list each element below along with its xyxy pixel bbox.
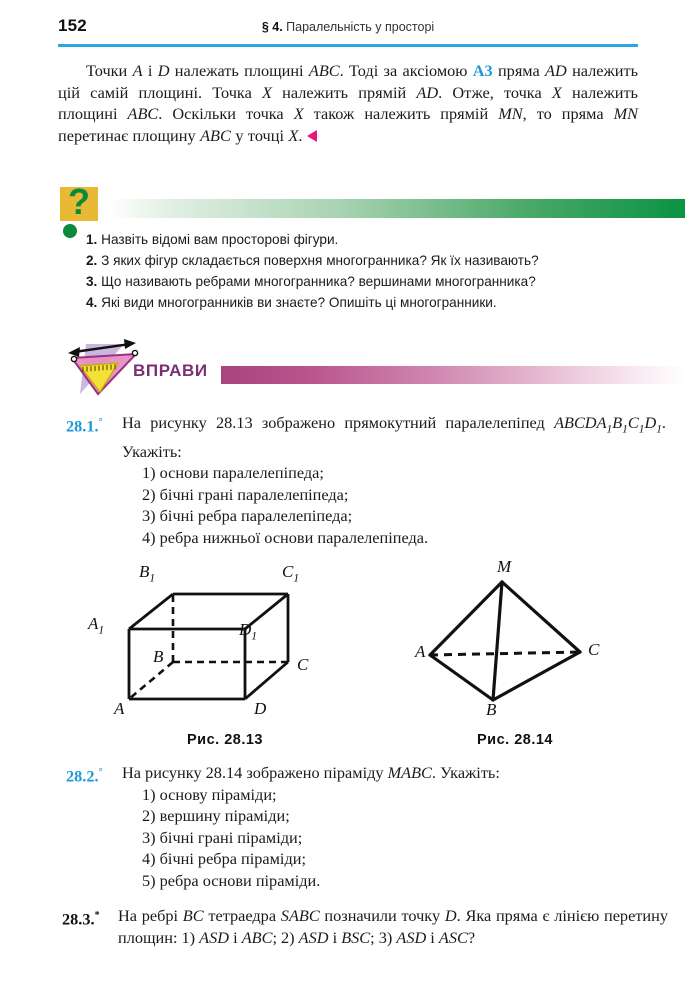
section-header xyxy=(58,20,638,34)
intro-text-9: належить площині xyxy=(58,82,638,123)
vertex-label-d1: $D_1$ xyxy=(239,620,258,643)
exercise-28-3 xyxy=(62,905,668,948)
list-item xyxy=(86,271,686,292)
vertex-label-b: B xyxy=(486,700,497,719)
vertex-label-b1: $B_1$ xyxy=(139,562,156,585)
math-plane-asd-1: ASD xyxy=(199,927,230,947)
list-item: 1) основу піраміди; xyxy=(142,784,277,804)
math-line-mn-1: MN xyxy=(498,104,523,123)
exercise-28-1 xyxy=(66,412,666,548)
exercise-number: 28.3.* xyxy=(62,909,100,929)
intro-text-7: належить прямій xyxy=(271,82,417,102)
exercise-lead-text xyxy=(122,762,666,784)
questions-bullet-dot-icon xyxy=(63,224,77,238)
list-item: 5) ребра основи піраміди. xyxy=(142,870,321,890)
exercise-number: 28.1.° xyxy=(66,416,103,436)
ex283-text-3: позначили точку xyxy=(319,906,445,925)
math-point-x-3: X xyxy=(293,104,304,123)
page-header xyxy=(58,16,638,46)
figure-caption-2814: Рис. 28.14 xyxy=(477,732,553,748)
math-point-x-2: X xyxy=(551,82,562,102)
intro-text-1: Точки xyxy=(86,61,133,80)
vertex-label-b: B xyxy=(153,647,164,666)
figure-caption-2813: Рис. 28.13 xyxy=(187,732,263,748)
ex283-text-2: тетраедра xyxy=(203,906,281,925)
ex283-text-1: На ребрі xyxy=(118,906,183,925)
intro-text-8: . Отже, точка xyxy=(438,82,552,102)
math-line-ad-1: AD xyxy=(545,61,567,80)
questions-gradient-bar xyxy=(108,199,685,218)
list-item: 1) основи паралелепіпеда; xyxy=(142,463,324,483)
questions-icon xyxy=(60,181,98,222)
vertex-label-a1: $A_1$ xyxy=(88,614,105,637)
section-title: Паралельність у просторі xyxy=(286,20,435,34)
page-number: 152 xyxy=(58,16,87,35)
math-plane-asd-3: ASD xyxy=(396,927,427,947)
intro-text-13: перетинає площину xyxy=(58,125,201,145)
intro-text-12: , то пряма xyxy=(522,104,614,123)
vertex-label-a: A xyxy=(415,642,426,661)
section-marker: § 4. xyxy=(261,20,283,34)
intro-text-5: пряма xyxy=(492,61,546,80)
math-var-a: A xyxy=(132,61,143,80)
question-text: Назвіть відомі вам просторові фігури. xyxy=(101,232,339,247)
math-plane-asc: ASC xyxy=(438,927,468,947)
intro-text-2: і xyxy=(142,61,158,80)
list-item xyxy=(86,250,686,271)
list-item xyxy=(86,229,686,250)
math-line-ad-2: AD xyxy=(416,82,439,102)
exercise-lead-text xyxy=(122,412,666,462)
list-item: 4) ребра нижньої основи паралелепіпеда. xyxy=(142,527,429,547)
list-item xyxy=(86,292,686,313)
list-item: 2) вершину піраміди; xyxy=(142,806,290,825)
math-line-mn-2: MN xyxy=(613,104,638,123)
ex283-text-8: ; 3) xyxy=(370,927,397,947)
intro-text-6: належить цій самій площині. Точка xyxy=(58,61,638,102)
vertex-label-c1: $C_1$ xyxy=(282,562,300,585)
exercise-lead-post: . Укажіть: xyxy=(431,763,500,782)
question-number: 2. xyxy=(86,253,98,268)
exercise-28-2 xyxy=(66,762,666,891)
math-point-x-1: X xyxy=(262,82,272,102)
axiom-reference: А3 xyxy=(472,61,493,80)
math-point-x-4: X xyxy=(288,125,299,145)
exercises-gradient-bar xyxy=(221,366,685,384)
exercises-title: ВПРАВИ xyxy=(133,361,208,380)
math-solid-sabc: SABC xyxy=(280,906,320,925)
list-item: 4) бічні ребра піраміди; xyxy=(142,849,306,868)
math-point-d: D xyxy=(444,906,457,925)
vertex-label-c: C xyxy=(588,640,600,659)
exercise-body-text xyxy=(118,905,668,948)
math-plane-abc-1: ABC xyxy=(308,61,340,80)
ex283-text-6: ; 2) xyxy=(272,927,299,947)
question-mark-icon: ? xyxy=(68,181,90,222)
solid-name: $ABCDA_1B_1C_1D_1$ xyxy=(554,413,662,436)
question-number: 3. xyxy=(86,274,98,289)
ex283-text-9: і xyxy=(426,927,439,947)
intro-text-11: також належить прямій xyxy=(303,104,499,123)
ex283-text-4: . Яка пряма є лінією перетину площин: 1) xyxy=(118,906,668,947)
vertex-label-c: C xyxy=(297,655,309,674)
intro-text-14: у точці xyxy=(230,125,289,145)
vertex-label-d: D xyxy=(254,699,267,718)
vertex-label-a: A xyxy=(114,699,125,718)
ex283-text-7: і xyxy=(328,927,342,947)
math-plane-abc-3: ABC xyxy=(200,125,231,145)
math-plane-abc-2: ABC xyxy=(127,104,159,123)
figures-area xyxy=(0,552,695,752)
intro-text-15: . xyxy=(298,125,303,145)
intro-text-4: . Тоді за аксіомою xyxy=(339,61,473,80)
questions-list xyxy=(86,229,686,313)
exercise-lead-post: . Укажіть: xyxy=(122,413,666,461)
question-text: З яких фігур складається поверхня многогранника? Як їх називають? xyxy=(101,253,539,268)
intro-paragraph xyxy=(58,60,638,146)
math-var-d: D xyxy=(157,61,170,80)
ex283-text-5: і xyxy=(229,927,242,947)
list-item: 3) бічні ребра паралелепіпеда; xyxy=(142,506,353,526)
exercise-number: 28.2.° xyxy=(66,766,103,786)
exercise-lead-pre: На рисунку 28.14 зображено піраміду xyxy=(122,763,388,782)
solid-name: MABC xyxy=(387,763,432,782)
ex283-text-10: ? xyxy=(467,927,476,947)
math-plane-asd-2: ASD xyxy=(298,927,329,947)
question-text: Які види многогранників ви знаєте? Опишіть ці многогранники. xyxy=(101,295,497,310)
intro-text-10: . Оскільки точка xyxy=(158,104,294,123)
list-item: 3) бічні грані піраміди; xyxy=(142,827,303,847)
math-plane-bsc: BSC xyxy=(341,927,371,947)
header-divider xyxy=(58,44,638,47)
math-plane-abc: ABC xyxy=(241,927,273,947)
exercise-lead-pre: На рисунку 28.13 зображено прямокутний паралелепіпед xyxy=(122,413,555,432)
question-number: 1. xyxy=(86,232,98,247)
vertex-label-m: M xyxy=(497,557,512,576)
proof-end-marker-icon xyxy=(307,130,317,142)
math-edge-bc: BC xyxy=(182,906,204,925)
list-item: 2) бічні грані паралелепіпеда; xyxy=(142,484,349,504)
question-number: 4. xyxy=(86,295,98,310)
intro-text-3: належать площині xyxy=(169,61,309,80)
question-text: Що називають ребрами многогранника? вершинами многогранника? xyxy=(101,274,536,289)
